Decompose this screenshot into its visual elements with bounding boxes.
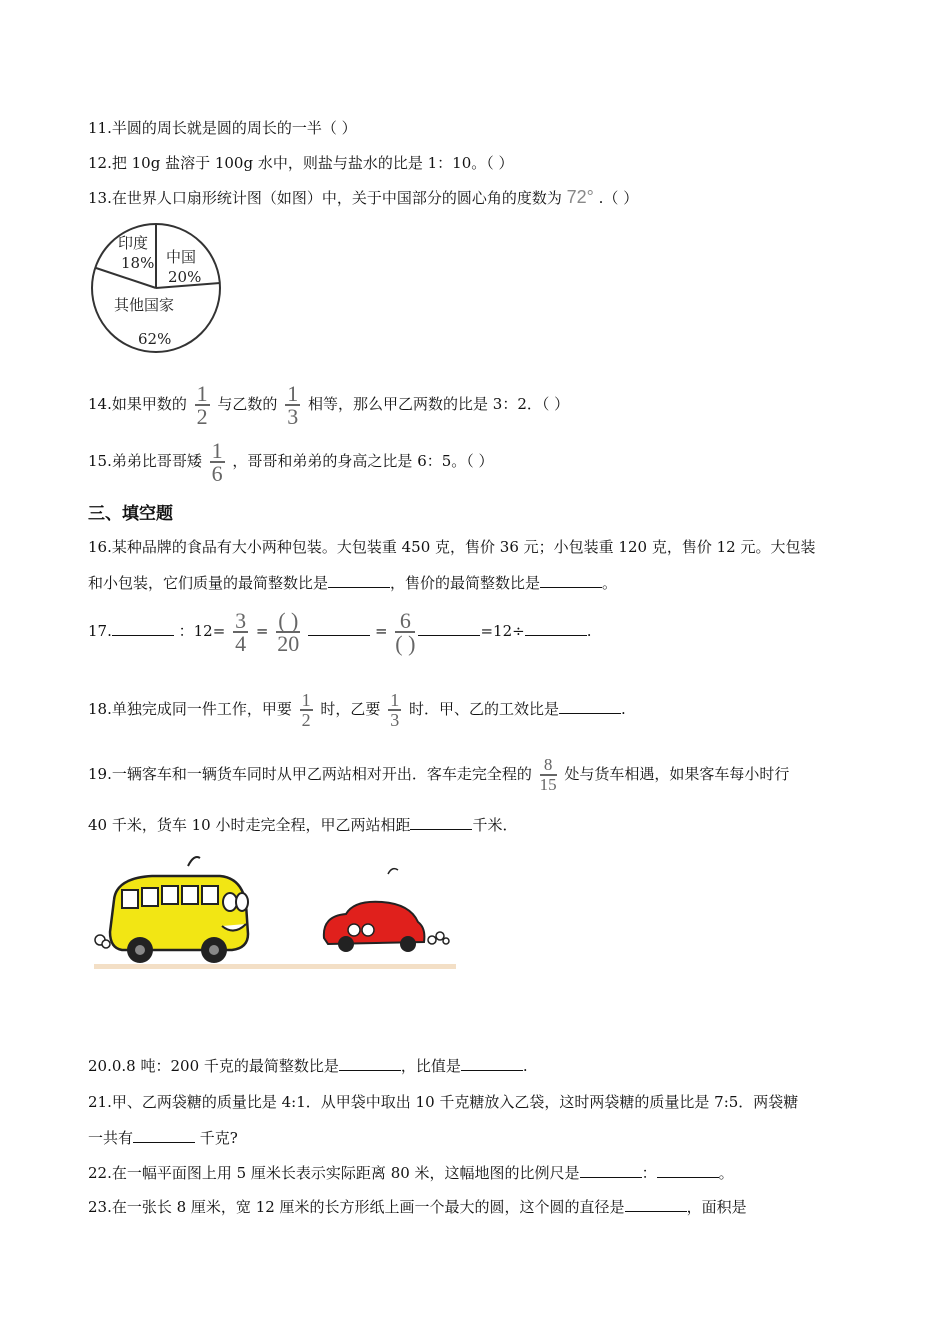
question-23: [88, 1197, 747, 1217]
q15-text-a: 15.弟弟比哥哥矮: [88, 452, 202, 470]
q20-text-b: ，比值是: [400, 1057, 461, 1075]
fraction-blank-over-20: [276, 610, 300, 654]
frac-den: 15: [539, 775, 557, 794]
answer-blank[interactable]: [540, 573, 602, 588]
q13-degree: 72°: [566, 187, 594, 207]
q19-text-b: 处与货车相遇，如果客车每小时行: [564, 765, 790, 783]
q23-text-b: ，面积是: [686, 1198, 747, 1216]
bus-icon: [95, 857, 248, 963]
fraction-one-sixth: [210, 440, 225, 484]
question-16-line2: [88, 573, 617, 593]
frac-den: 20: [277, 631, 300, 656]
q19-text-c: 40 千米，货车 10 小时走完全程，甲乙两站相距: [88, 816, 411, 834]
question-21-line2: [88, 1128, 238, 1148]
answer-blank[interactable]: [461, 1056, 523, 1071]
frac-den: 6: [211, 461, 223, 486]
question-18: [88, 686, 626, 732]
question-12: 12.把 10g 盐溶于 100g 水中，则盐与盐水的比是 1：10。（ ）: [88, 154, 514, 172]
frac-den: 2: [301, 710, 311, 730]
q14-text-a: 14.如果甲数的: [88, 395, 187, 413]
answer-blank[interactable]: [559, 699, 621, 714]
question-14: [88, 381, 569, 427]
bus-and-car-illustration: [92, 852, 458, 974]
frac-num: 1: [196, 381, 208, 406]
frac-num: 3: [235, 608, 247, 633]
q18-text-c: 时．甲、乙的工效比是: [409, 700, 560, 718]
answer-blank[interactable]: [410, 815, 472, 830]
q17-text-a: 17.: [88, 622, 112, 640]
q16-text-c: 。: [602, 574, 618, 592]
answer-blank[interactable]: [580, 1163, 642, 1178]
road-line: [94, 964, 456, 969]
q15-text-b: ，哥哥和弟弟的身高之比是 6：5。（ ）: [232, 452, 494, 470]
answer-blank[interactable]: [625, 1197, 687, 1212]
q17-text-f: .: [586, 622, 592, 640]
answer-blank[interactable]: [133, 1128, 195, 1143]
q22-text-b: ：: [641, 1164, 657, 1182]
fraction-one-half: [195, 383, 210, 427]
q18-text-a: 18.单独完成同一件工作，甲要: [88, 700, 292, 718]
q17-text-d: =: [374, 622, 388, 640]
question-16-line1: 16.某种品牌的食品有大小两种包装。大包装重 450 克，售价 36 元；小包装重 120 克，售价 12 元。大包装: [88, 538, 816, 556]
q18-text-d: .: [621, 700, 626, 718]
fraction-three-quarters: [233, 610, 248, 654]
answer-blank[interactable]: [328, 573, 390, 588]
frac-den: ( ): [395, 631, 416, 656]
pie-label-india: 印度: [118, 234, 149, 252]
fraction-eight-fifteenths: [540, 756, 557, 794]
frac-num: 1: [301, 690, 311, 710]
q18-text-b: 时，乙要: [320, 700, 381, 718]
pie-label-other: 其他国家: [114, 296, 175, 314]
pie-value-india: 18%: [121, 254, 155, 272]
q21-text-a: 一共有: [88, 1129, 134, 1147]
answer-blank[interactable]: [525, 621, 587, 636]
answer-blank[interactable]: [339, 1056, 401, 1071]
frac-den: 3: [390, 710, 400, 730]
q20-text-c: .: [522, 1057, 528, 1075]
frac-num: 1: [287, 381, 299, 406]
q17-text-e: =12÷: [480, 622, 525, 640]
fraction-one-third: [285, 383, 300, 427]
frac-den: 3: [287, 404, 299, 429]
fraction-one-third: [388, 691, 401, 729]
q17-text-c: =: [255, 622, 269, 640]
frac-num: ( ): [278, 608, 299, 633]
question-17: [88, 608, 591, 654]
question-11: 11.半圆的周长就是圆的周长的一半（ ）: [88, 119, 357, 137]
fraction-six-over-blank: [395, 610, 415, 654]
q16-text-b: ，售价的最简整数比是: [390, 574, 541, 592]
answer-blank[interactable]: [308, 621, 370, 636]
fraction-one-half: [300, 691, 313, 729]
frac-num: 1: [390, 690, 400, 710]
q19-text-a: 19.一辆客车和一辆货车同时从甲乙两站相对开出．客车走完全程的: [88, 765, 532, 783]
question-22: [88, 1163, 734, 1183]
q19-text-d: 千米．: [472, 816, 518, 834]
answer-blank[interactable]: [418, 621, 480, 636]
frac-den: 4: [235, 631, 247, 656]
q14-text-b: 与乙数的: [217, 395, 278, 413]
pie-value-china: 20%: [168, 268, 202, 286]
q17-text-b: ：12=: [178, 622, 226, 640]
answer-blank[interactable]: [657, 1163, 719, 1178]
car-icon: [324, 869, 449, 952]
question-19-line2: [88, 815, 518, 835]
question-20: [88, 1056, 528, 1076]
question-19-line1: [88, 751, 789, 797]
q13-text: 13.在世界人口扇形统计图（如图）中，关于中国部分的圆心角的度数为: [88, 189, 562, 207]
pie-value-other: 62%: [138, 330, 172, 348]
population-pie-chart: [88, 218, 228, 356]
frac-num: 8: [540, 756, 557, 776]
question-15: [88, 438, 494, 484]
q20-text-a: 20.0.8 吨：200 千克的最简整数比是: [88, 1057, 339, 1075]
answer-blank[interactable]: [112, 621, 174, 636]
q14-text-c: 相等，那么甲乙两数的比是 3：2．（ ）: [308, 395, 570, 413]
pie-label-china: 中国: [166, 248, 197, 266]
q16-text-a: 和小包装，它们质量的最简整数比是: [88, 574, 329, 592]
question-21-line1: 21.甲、乙两袋糖的质量比是 4:1．从甲袋中取出 10 千克糖放入乙袋，这时两袋糖的质量比是 7:5．两袋糖: [88, 1093, 799, 1111]
frac-num: 6: [395, 610, 415, 633]
frac-num: 1: [211, 438, 223, 463]
q21-text-b: 千克?: [195, 1129, 238, 1147]
section-heading-fill-blank: 三、填空题: [88, 504, 173, 524]
q22-text-c: 。: [718, 1164, 734, 1182]
question-13: [88, 187, 638, 208]
q13-bracket: .（ ）: [598, 189, 639, 207]
q22-text-a: 22.在一幅平面图上用 5 厘米长表示实际距离 80 米，这幅地图的比例尺是: [88, 1164, 580, 1182]
frac-den: 2: [196, 404, 208, 429]
q23-text-a: 23.在一张长 8 厘米，宽 12 厘米的长方形纸上画一个最大的圆，这个圆的直径是: [88, 1198, 625, 1216]
